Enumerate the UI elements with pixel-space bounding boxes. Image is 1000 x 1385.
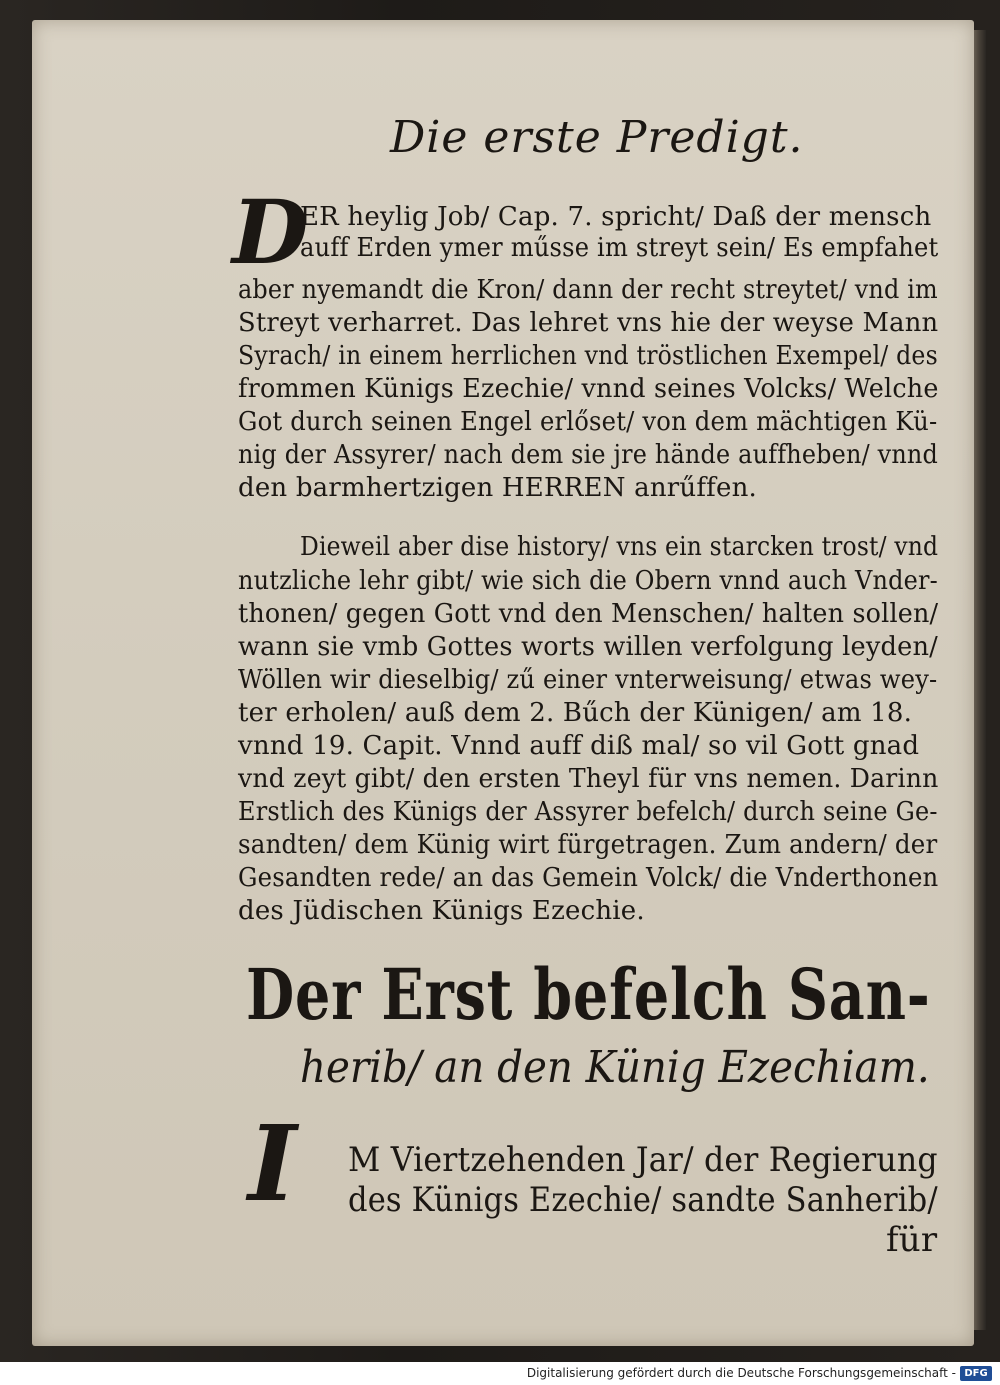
section-title-line-2: herib/ an den Künig Ezechiam. (300, 1042, 930, 1093)
dfg-logo-icon: DFG (960, 1366, 992, 1381)
text-line: Got durch seinen Engel erlőset/ von dem mächtigen Kü- (238, 407, 938, 437)
text-line: Gesandten rede/ an das Gemein Volck/ die Vnderthonen (238, 863, 939, 893)
text-line: nutzliche lehr gibt/ wie sich die Obern vnnd auch Vnder- (238, 566, 938, 596)
text-line: Dieweil aber dise history/ vns ein starcken trost/ vnd (300, 532, 939, 562)
text-line: Streyt verharret. Das lehret vns hie der weyse Mann (238, 308, 939, 338)
text-line: M Viertzehenden Jar/ der Regierung (348, 1140, 938, 1180)
text-line: Syrach/ in einem herrlichen vnd tröstlichen Exempel/ des (238, 341, 938, 371)
text-line: ter erholen/ auß dem 2. Bűch der Künigen/ am 18. (238, 698, 913, 728)
text-line: vnd zeyt gibt/ den ersten Theyl für vns nemen. Darinn (238, 764, 939, 794)
text-line: sandten/ dem Künig wirt fürgetragen. Zum andern/ der (238, 830, 938, 860)
catchword: für (886, 1220, 938, 1260)
dropcap-i: I (248, 1102, 297, 1225)
text-line: auff Erden ymer műsse im streyt sein/ Es empfahet (300, 233, 939, 263)
footer-credit: Digitalisierung gefördert durch die Deutsche Forschungsgemeinschaft - (526, 1366, 956, 1380)
text-line: des Jüdischen Künigs Ezechie. (238, 896, 645, 926)
text-line: Wöllen wir dieselbig/ zű einer vnterweisung/ etwas wey- (238, 665, 938, 695)
text-line: vnnd 19. Capit. Vnnd auff diß mal/ so vil Gott gnad (238, 731, 920, 761)
section-title-line-1: Der Erst befelch San- (246, 953, 931, 1036)
text-line: des Künigs Ezechie/ sandte Sanherib/ (348, 1180, 938, 1220)
dropcap-d: D (232, 180, 309, 284)
text-line: wann sie vmb Gottes worts willen verfolgung leyden/ (238, 632, 938, 662)
text-line: thonen/ gegen Gott vnd den Menschen/ halten sollen/ (238, 599, 939, 629)
page-heading: Die erste Predigt. (390, 112, 804, 163)
text-line: ER heylig Job/ Cap. 7. spricht/ Daß der mensch (300, 202, 932, 232)
text-line: nig der Assyrer/ nach dem sie jre hände auffheben/ vnnd (238, 440, 939, 470)
text-line: Erstlich des Künigs der Assyrer befelch/ durch seine Ge- (238, 797, 938, 827)
text-line: frommen Künigs Ezechie/ vnnd seines Volcks/ Welche (238, 374, 939, 404)
text-line: aber nyemandt die Kron/ dann der recht streytet/ vnd im (238, 275, 938, 305)
text-line: den barmhertzigen HERREN anrűffen. (238, 473, 757, 503)
